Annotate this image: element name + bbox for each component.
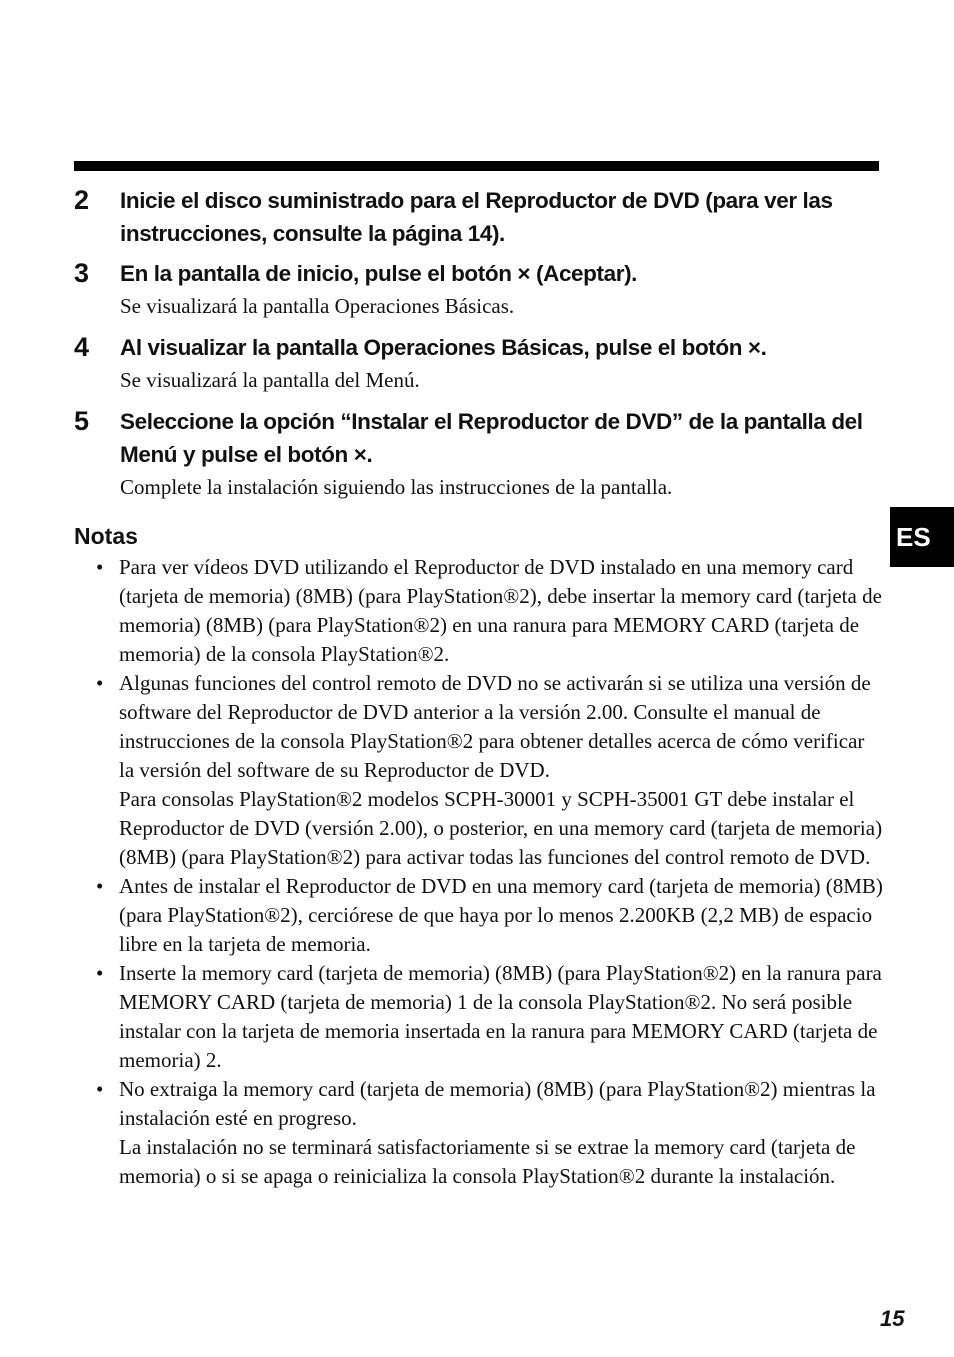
note-paragraph: Algunas funciones del control remoto de DVD no se activarán si se utiliza una versión de software del Reproductor de DVD anterior a la versión 2.00. Consulte el manual de instrucciones de la consola PlayStation®2 para obtener detalles acerca de cómo verificar la versión del software de su Reproductor de DVD.: [119, 671, 871, 782]
top-rule: [74, 161, 879, 171]
note-paragraph: Antes de instalar el Reproductor de DVD en una memory card (tarjeta de memoria) (8MB) (para PlayStation®2), cerciórese de que haya por lo menos 2.200KB (2,2 MB) de espacio libre en la tarjeta de memoria.: [119, 874, 883, 956]
note-item: [74, 669, 884, 872]
steps-section: [74, 184, 879, 512]
note-item: [74, 1075, 884, 1191]
notes-list: [74, 553, 884, 1191]
note-paragraph: Para ver vídeos DVD utilizando el Reproductor de DVD instalado en una memory card (tarjeta de memoria) (8MB) (para PlayStation®2), debe insertar la memory card (tarjeta de memoria) (8MB) (para PlayStation®2) en una ranura para MEMORY CARD (tarjeta de memoria) de la consola PlayStation®2.: [119, 555, 882, 666]
step-description: Se visualizará la pantalla Operaciones Básicas.: [120, 294, 515, 318]
step-5: [74, 405, 879, 505]
bullet-icon: •: [96, 961, 104, 985]
step-description: Se visualizará la pantalla del Menú.: [120, 368, 420, 392]
step-3: [74, 257, 879, 324]
step-title: Seleccione la opción “Instalar el Reproductor de DVD” de la pantalla del Menú y pulse el botón ×.: [120, 409, 863, 467]
page-number: 15: [880, 1306, 905, 1331]
bullet-icon: •: [96, 874, 104, 898]
note-item: [74, 959, 884, 1075]
bullet-icon: •: [96, 671, 104, 695]
language-tab: ES: [890, 507, 954, 567]
step-2: [74, 184, 879, 250]
step-number: 4: [74, 332, 90, 362]
note-paragraph: Para consolas PlayStation®2 modelos SCPH-30001 y SCPH-35001 GT debe instalar el Reproductor de DVD (versión 2.00), o posterior, en una memory card (tarjeta de memoria) (8MB) (para PlayStation®2) para activar todas las funciones del control remoto de DVD.: [119, 787, 883, 869]
step-title: Inicie el disco suministrado para el Reproductor de DVD (para ver las instrucciones, consulte la página 14).: [120, 188, 833, 246]
note-paragraph: Inserte la memory card (tarjeta de memoria) (8MB) (para PlayStation®2) en la ranura para MEMORY CARD (tarjeta de memoria) 1 de la consola PlayStation®2. No será posible instalar con la tarjeta de memoria insertada en la ranura para MEMORY CARD (tarjeta de memoria) 2.: [119, 961, 882, 1072]
step-number: 5: [74, 406, 90, 436]
step-number: 2: [74, 185, 90, 215]
note-paragraph: La instalación no se terminará satisfactoriamente si se extrae la memory card (tarjeta de memoria) o si se apaga o reinicializa la consola PlayStation®2 durante la instalación.: [119, 1135, 856, 1188]
step-title: En la pantalla de inicio, pulse el botón × (Aceptar).: [120, 261, 638, 286]
note-item: [74, 872, 884, 959]
note-paragraph: No extraiga la memory card (tarjeta de memoria) (8MB) (para PlayStation®2) mientras la instalación esté en progreso.: [119, 1077, 876, 1130]
notes-heading: Notas: [74, 523, 138, 549]
bullet-icon: •: [96, 1077, 104, 1101]
step-description: Complete la instalación siguiendo las instrucciones de la pantalla.: [120, 475, 673, 499]
note-item: [74, 553, 884, 669]
step-4: [74, 331, 879, 398]
step-title: Al visualizar la pantalla Operaciones Básicas, pulse el botón ×.: [120, 335, 767, 360]
step-number: 3: [74, 258, 90, 288]
bullet-icon: •: [96, 555, 104, 579]
